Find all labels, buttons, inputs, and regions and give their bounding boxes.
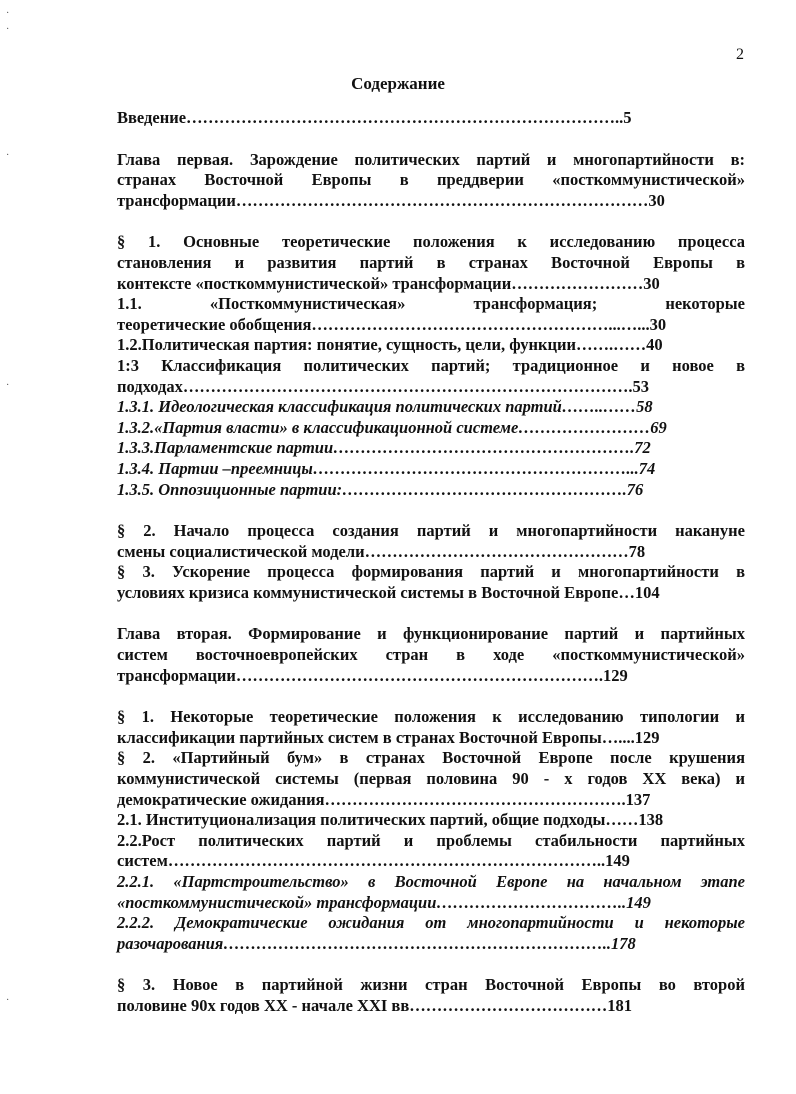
toc-entry-line: 1.3.3.Парламентские партии……………………………………………….72 [117,438,651,458]
toc-entry[interactable] [117,459,745,480]
toc-entry[interactable] [117,913,745,954]
toc-entry-line: 1.3.4. Партии –преемницы…………………………………………………...74 [117,458,656,478]
scan-speck: · [6,8,10,19]
entry-spacer [117,686,745,707]
toc-entry-line: трансформации…………………………………………………………………30 [117,190,665,210]
toc-entry[interactable] [117,562,745,603]
toc-entry[interactable] [117,438,745,459]
toc-entry-line: 1.3.5. Оппозиционные партии:…………………………………………….76 [117,479,644,499]
toc-entry-line: 2.1. Институционализация политических партий, общие подходы……138 [117,810,664,830]
toc-entry-line: демократические ожидания……………………………………………….137 [117,789,651,809]
toc-entry-line: Глава первая. Зарождение политических партий и многопартийности в: [117,149,745,169]
toc-entry-line: Введение……………………………………………………………………..5 [117,108,632,127]
toc-entry[interactable] [117,872,745,913]
toc-entry[interactable] [117,707,745,748]
scan-speck: · [6,24,10,35]
toc-entry-line: § 1. Некоторые теоретические положения к исследованию типологии и [117,707,745,727]
toc-entry-line: теоретические обобщения………………………………………………...…...30 [117,314,667,334]
toc-entry-line: половине 90х годов XX - начале XXI вв………………………………181 [117,995,632,1015]
toc-entry[interactable] [117,831,745,872]
scan-speck: · [6,150,10,161]
entry-spacer [117,211,745,232]
toc-entry[interactable] [117,624,745,686]
toc-entry[interactable] [117,748,745,810]
scan-speck: · [6,380,10,391]
toc-entry-line: становления и развития партий в странах Восточной Европы в [117,252,745,272]
toc-entry[interactable] [117,418,745,439]
toc-entry[interactable] [117,521,745,562]
toc-entry[interactable] [117,480,745,501]
entry-spacer [117,129,745,150]
toc-entry[interactable] [117,810,745,831]
toc-entry-line: подходах……………………………………………………………………….53 [117,376,649,396]
toc-entry-line: § 1. Основные теоретические положения к исследованию процесса [117,232,745,252]
toc-entry-line: классификации партийных систем в странах Восточной Европы…....129 [117,727,660,747]
toc-entry-line: смены социалистической модели…………………………………………78 [117,541,646,561]
table-of-contents [117,108,745,1017]
entry-spacer [117,500,745,521]
toc-entry[interactable] [117,356,745,397]
scan-speck: · [6,995,10,1006]
toc-entry[interactable] [117,232,745,294]
toc-entry-line: Глава вторая. Формирование и функционирование партий и партийных [117,624,745,644]
toc-entry-line: § 2. Начало процесса создания партий и многопартийности накануне [117,521,745,541]
toc-entry-line: условиях кризиса коммунистической системы в Восточной Европе…104 [117,582,660,602]
entry-spacer [117,603,745,624]
toc-entry-line: 2.2.Рост политических партий и проблемы стабильности партийных [117,830,745,850]
toc-entry-line: коммунистической системы (первая половина 90 - х годов XX века) и [117,769,745,789]
toc-entry-line: контексте «посткоммунистической» трансформации……………………30 [117,273,660,293]
toc-entry-line: 1.1. «Посткоммунистическая» трансформация; некоторые [117,294,745,314]
toc-entry[interactable] [117,335,745,356]
toc-entry-line: 1.3.2.«Партия власти» в классификационной системе……………………69 [117,417,667,437]
toc-entry[interactable] [117,975,745,1016]
toc-entry-line: 2.2.1. «Партстроительство» в Восточной Европе на начальном этапе [117,872,745,891]
toc-entry-line: § 3. Ускорение процесса формирования партий и многопартийности в [117,562,745,582]
entry-spacer [117,954,745,975]
toc-entry-line: «посткоммунистической» трансформации……………………………..149 [117,892,651,912]
toc-title: Содержание [351,74,445,93]
toc-entry[interactable] [117,294,745,335]
toc-entry[interactable] [117,397,745,418]
toc-entry-line: трансформации………………………………………………………….129 [117,665,628,685]
toc-entry-line: 1.3.1. Идеологическая классификация политических партий……..……58 [117,397,653,417]
toc-entry-line: систем……………………………………………………………………..149 [117,851,630,871]
toc-entry-line: систем восточноевропейских стран в ходе «посткоммунистической» [117,645,745,665]
toc-entry-line: 1:3 Классификация политических партий; традиционное и новое в [117,355,745,375]
toc-entry-line: 2.2.2. Демократические ожидания от многопартийности и некоторые [117,913,745,933]
toc-entry-line: 1.2.Политическая партия: понятие, сущность, цели, функции…….……40 [117,335,663,355]
toc-entry-line: § 2. «Партийный бум» в странах Восточной Европе после крушения [117,748,745,768]
toc-entry-line: § 3. Новое в партийной жизни стран Восточной Европы во второй [117,975,745,995]
page-number: 2 [736,46,744,63]
toc-entry[interactable] [117,150,745,212]
toc-entry-line: странах Восточной Европы в преддверии «посткоммунистической» [117,170,745,190]
toc-entry[interactable] [117,108,745,129]
toc-entry-line: разочарования……………………………………………………………..178 [117,933,636,953]
